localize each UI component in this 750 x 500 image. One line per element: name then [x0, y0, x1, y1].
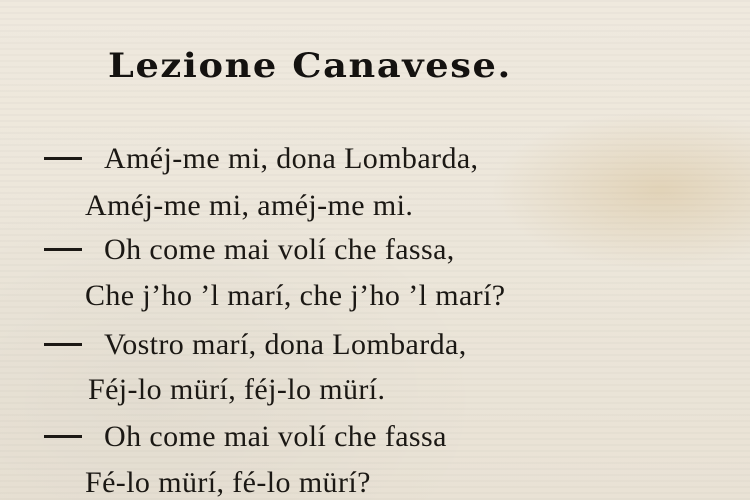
poem-title: Lezione Canavese.	[108, 46, 512, 86]
poem-line-text: Vostro marí, dona Lombarda,	[104, 328, 467, 361]
poem-line	[85, 466, 371, 500]
poem-line	[44, 142, 478, 176]
poem-line	[44, 233, 455, 267]
em-dash	[44, 248, 82, 251]
poem-line-text: Améj-me mi, améj-me mi.	[85, 189, 414, 222]
poem-line-text: Améj-me mi, dona Lombarda,	[104, 142, 479, 175]
poem-line-text: Féj-lo mürí, féj-lo mürí.	[88, 373, 386, 406]
em-dash	[44, 157, 82, 160]
poem-line	[88, 373, 385, 407]
poem-line-text: Oh come mai volí che fassa	[104, 420, 447, 453]
poem-line-text: Che j’ho ’l marí, che j’ho ’l marí?	[85, 279, 506, 312]
em-dash	[44, 343, 82, 346]
poem-line	[85, 189, 413, 223]
poem-line-text: Fé-lo mürí, fé-lo mürí?	[85, 466, 371, 499]
poem-line-text: Oh come mai volí che fassa,	[104, 233, 455, 266]
poem-line	[44, 328, 467, 362]
em-dash	[44, 435, 82, 438]
poem-line	[85, 279, 506, 313]
poem-line	[44, 420, 447, 454]
